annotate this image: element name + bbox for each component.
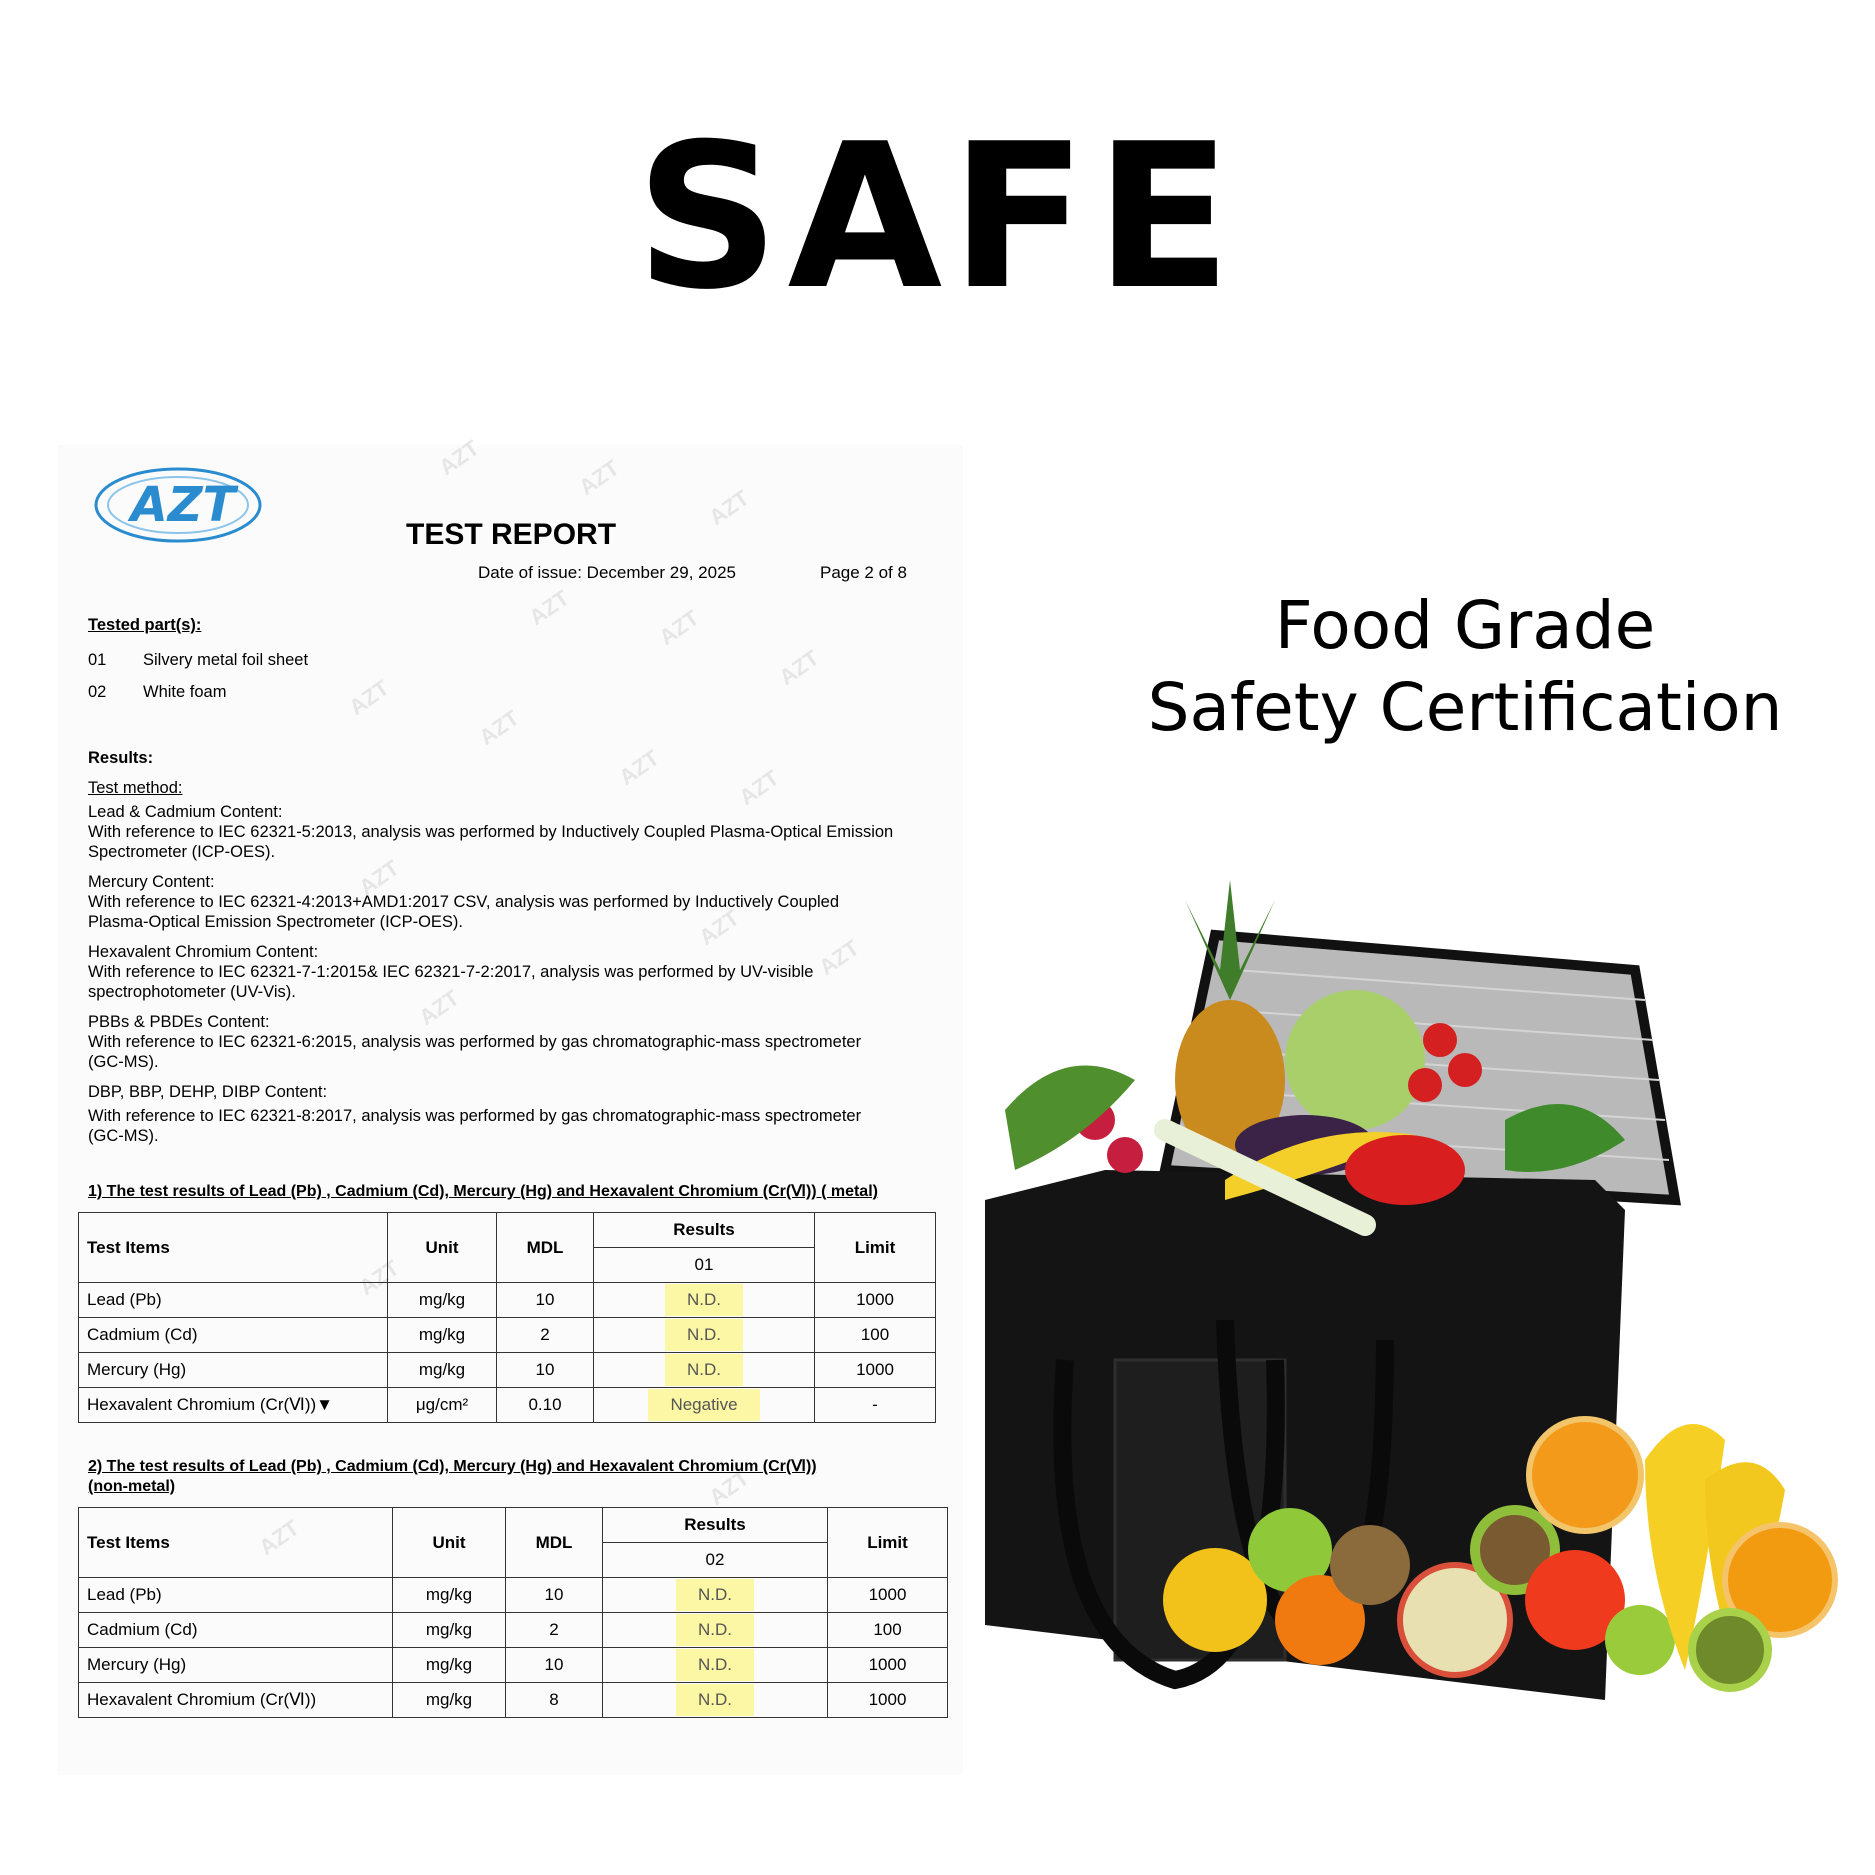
test-report-document [58,435,963,1775]
cell-limit: 1000 [815,1283,936,1318]
cell-result [594,1353,815,1388]
kiwi [1330,1525,1410,1605]
cell-unit: mg/kg [393,1683,506,1718]
cell-limit: 1000 [828,1648,948,1683]
watermark-mark: AZT [814,935,864,981]
cell-item: Cadmium (Cd) [79,1318,388,1353]
cell-result [603,1648,828,1683]
header-mdl: MDL [497,1213,594,1283]
table-row [79,1283,936,1318]
header-limit: Limit [828,1508,948,1578]
watermark-mark: AZT [354,1255,404,1301]
cell-limit: 100 [828,1613,948,1648]
watermark-mark: AZT [774,645,824,691]
tagline [1105,585,1825,749]
method-line: spectrophotometer (UV-Vis). [88,983,296,1001]
part-name: Silvery metal foil sheet [143,651,309,669]
method-line: With reference to IEC 62321-5:2013, analysis was performed by Inductively Coupled Plasma-Optical Emission [88,823,894,841]
tomato [1408,1068,1442,1102]
azt-logo-icon [88,455,268,555]
table-row [79,1318,936,1353]
cell-result [594,1318,815,1353]
watermark-mark: AZT [574,455,624,501]
result-highlight: N.D. [676,1684,754,1716]
results-table-metal [78,1212,936,1423]
cell-mdl: 2 [506,1613,603,1648]
tomato [1423,1023,1457,1057]
method-title: PBBs & PBDEs Content: [88,1013,270,1031]
table1-caption: 1) The test results of Lead (Pb) , Cadmium (Cd), Mercury (Hg) and Hexavalent Chromium (Cr(Ⅵ)) ( metal) [88,1183,878,1200]
result-highlight: Negative [648,1389,759,1421]
cell-limit: - [815,1388,936,1423]
cell-unit: mg/kg [388,1283,497,1318]
method-block [88,1012,948,1072]
report-date: Date of issue: December 29, 2025 [478,563,736,582]
method-line: With reference to IEC 62321-8:2017, analysis was performed by gas chromatographic-mass spectrometer [88,1107,862,1125]
cell-mdl: 10 [506,1578,603,1613]
cell-result [603,1683,828,1718]
cell-unit: μg/cm² [388,1388,497,1423]
result-highlight: N.D. [665,1319,743,1351]
cell-result [594,1283,815,1318]
header-sample-id: 02 [603,1543,828,1578]
method-line: (GC-MS). [88,1127,159,1145]
cell-item: Mercury (Hg) [79,1648,393,1683]
method-block [88,802,948,862]
orange-slice [1529,1419,1641,1531]
method-title: Lead & Cadmium Content: [88,803,283,821]
header-test-items: Test Items [79,1213,388,1283]
header-mdl: MDL [506,1508,603,1578]
method-block [88,872,948,932]
method-block [88,1082,948,1146]
watermark-mark: AZT [524,585,574,631]
method-title: Mercury Content: [88,873,215,891]
watermark-mark: AZT [694,905,744,951]
method-title: DBP, BBP, DEHP, DIBP Content: [88,1083,328,1101]
report-page-number: Page 2 of 8 [820,563,907,582]
watermark-mark: AZT [434,435,484,481]
kiwi-half [1692,1612,1768,1688]
tested-part-row [88,650,309,670]
cell-unit: mg/kg [393,1578,506,1613]
cell-mdl: 0.10 [497,1388,594,1423]
watermark-mark: AZT [704,485,754,531]
test-method-heading: Test method: [88,779,183,797]
header-limit: Limit [815,1213,936,1283]
table-row [79,1353,936,1388]
table-row [79,1388,936,1423]
result-highlight: N.D. [676,1579,754,1611]
result-highlight: N.D. [676,1649,754,1681]
tested-part-row [88,682,227,702]
header-sample-id: 01 [594,1248,815,1283]
part-number: 02 [88,683,107,701]
header-test-items: Test Items [79,1508,393,1578]
cell-limit: 1000 [828,1683,948,1718]
part-number: 01 [88,651,107,669]
lime [1605,1605,1675,1675]
results-heading: Results: [88,749,154,767]
cell-mdl: 10 [497,1353,594,1388]
watermark-mark: AZT [734,765,784,811]
cell-result [603,1578,828,1613]
cooler-bag-with-produce-image [985,880,1845,1780]
result-highlight: N.D. [676,1614,754,1646]
result-highlight: N.D. [665,1354,743,1386]
watermark-mark: AZT [474,705,524,751]
watermark-mark: AZT [254,1515,304,1561]
watermark-mark: AZT [654,605,704,651]
cell-limit: 1000 [828,1578,948,1613]
cell-limit: 1000 [815,1353,936,1388]
report-title: TEST REPORT [406,518,617,551]
tagline-line-2: Safety Certification [1147,669,1783,746]
watermark-mark: AZT [414,985,464,1031]
cell-result [603,1613,828,1648]
method-block [88,942,948,1002]
radish [1107,1137,1143,1173]
cell-item: Hexavalent Chromium (Cr(Ⅵ))▼ [79,1388,388,1423]
watermark-mark: AZT [614,745,664,791]
method-line: (GC-MS). [88,1053,159,1071]
tagline-line-1: Food Grade [1274,587,1656,664]
cell-item: Lead (Pb) [79,1578,393,1613]
headline: SAFE [635,101,1240,334]
watermark-mark: AZT [354,855,404,901]
logo-text: AZT [130,477,236,533]
tomato [1448,1053,1482,1087]
table-row [79,1613,948,1648]
header-results: Results [594,1213,815,1248]
header-unit: Unit [393,1508,506,1578]
method-line: With reference to IEC 62321-7-1:2015& IEC 62321-7-2:2017, analysis was performed by UV-visible [88,963,814,981]
method-title: Hexavalent Chromium Content: [88,943,319,961]
method-line: Plasma-Optical Emission Spectrometer (ICP-OES). [88,913,464,931]
table2-caption-line-2: (non-metal) [88,1478,176,1495]
cell-item: Hexavalent Chromium (Cr(Ⅵ)) [79,1683,393,1718]
cell-result [594,1388,815,1423]
result-highlight: N.D. [665,1284,743,1316]
method-line: Spectrometer (ICP-OES). [88,843,276,861]
results-table-non-metal [78,1507,948,1718]
method-line: With reference to IEC 62321-4:2013+AMD1:2017 CSV, analysis was performed by Inductively Coupled [88,893,840,911]
cell-mdl: 10 [497,1283,594,1318]
header-results: Results [603,1508,828,1543]
cell-limit: 100 [815,1318,936,1353]
table-row [79,1683,948,1718]
method-line: With reference to IEC 62321-6:2015, analysis was performed by gas chromatographic-mass spectrometer [88,1033,862,1051]
header-unit: Unit [388,1213,497,1283]
watermark-mark: AZT [344,675,394,721]
cabbage [1285,990,1425,1130]
table-row [79,1578,948,1613]
part-name: White foam [143,683,227,701]
cell-mdl: 2 [497,1318,594,1353]
cell-mdl: 10 [506,1648,603,1683]
cell-unit: mg/kg [393,1648,506,1683]
cell-unit: mg/kg [393,1613,506,1648]
cell-mdl: 8 [506,1683,603,1718]
table-row [79,1648,948,1683]
cell-unit: mg/kg [388,1318,497,1353]
tested-parts-heading: Tested part(s): [88,616,202,634]
table2-caption-line-1: 2) The test results of Lead (Pb) , Cadmium (Cd), Mercury (Hg) and Hexavalent Chromium (Cr(Ⅵ)) [88,1458,817,1475]
cell-unit: mg/kg [388,1353,497,1388]
cell-item: Cadmium (Cd) [79,1613,393,1648]
red-pepper [1345,1135,1465,1205]
cell-item: Mercury (Hg) [79,1353,388,1388]
cell-item: Lead (Pb) [79,1283,388,1318]
table2-caption [88,1457,817,1497]
watermark-mark: AZT [704,1465,754,1511]
